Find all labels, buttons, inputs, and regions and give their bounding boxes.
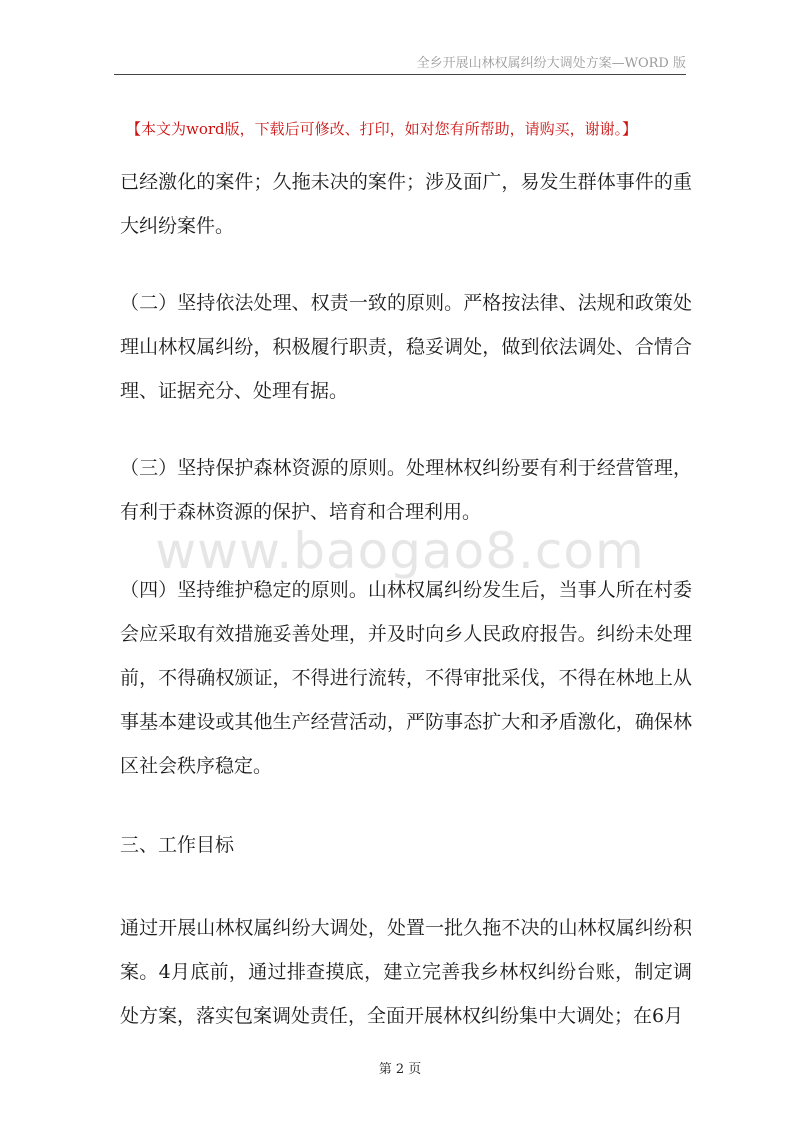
paragraph-5: 通过开展山林权属纠纷大调处，处置一批久拖不决的山林权属纠纷积案。4月底前，通过排查摸底，建立完善我乡林权纠纷台账，制定调处方案，落实包案调处责任，全面开展林权纠纷集中大调处；在6月 [120, 917, 692, 1027]
header-divider [114, 74, 686, 75]
paragraph-4: （四）坚持维护稳定的原则。山林权属纠纷发生后，当事人所在村委会应采取有效措施妥善处理，并及时向乡人民政府报告。纠纷未处理前，不得确权颁证，不得进行流转，不得审批采伐，不得在林地上从事基本建设或其他生产经营活动，严防事态扩大和矛盾激化，确保林区社会秩序稳定。 [120, 579, 692, 777]
paragraph-1: 已经激化的案件；久拖未决的案件；涉及面广，易发生群体事件的重大纠纷案件。 [120, 171, 692, 237]
watermark: www.baogao8.com [155, 522, 645, 580]
running-header: 全乡开展山林权属纠纷大调处方案—WORD 版 [416, 56, 686, 71]
page-number: 第 2 页 [378, 1062, 422, 1077]
paragraph-3: （三）坚持保护森林资源的原则。处理林权纠纷要有利于经营管理，有利于森林资源的保护、培育和合理利用。 [120, 457, 692, 523]
section-heading: 三、工作目标 [120, 834, 235, 856]
download-notice: 【本文为word版，下载后可修改、打印，如对您有所帮助，请购买，谢谢。】 [126, 120, 638, 138]
paragraph-2: （二）坚持依法处理、权责一致的原则。严格按法律、法规和政策处理山林权属纠纷，积极履行职责，稳妥调处，做到依法调处、合情合理、证据充分、处理有据。 [120, 292, 692, 402]
